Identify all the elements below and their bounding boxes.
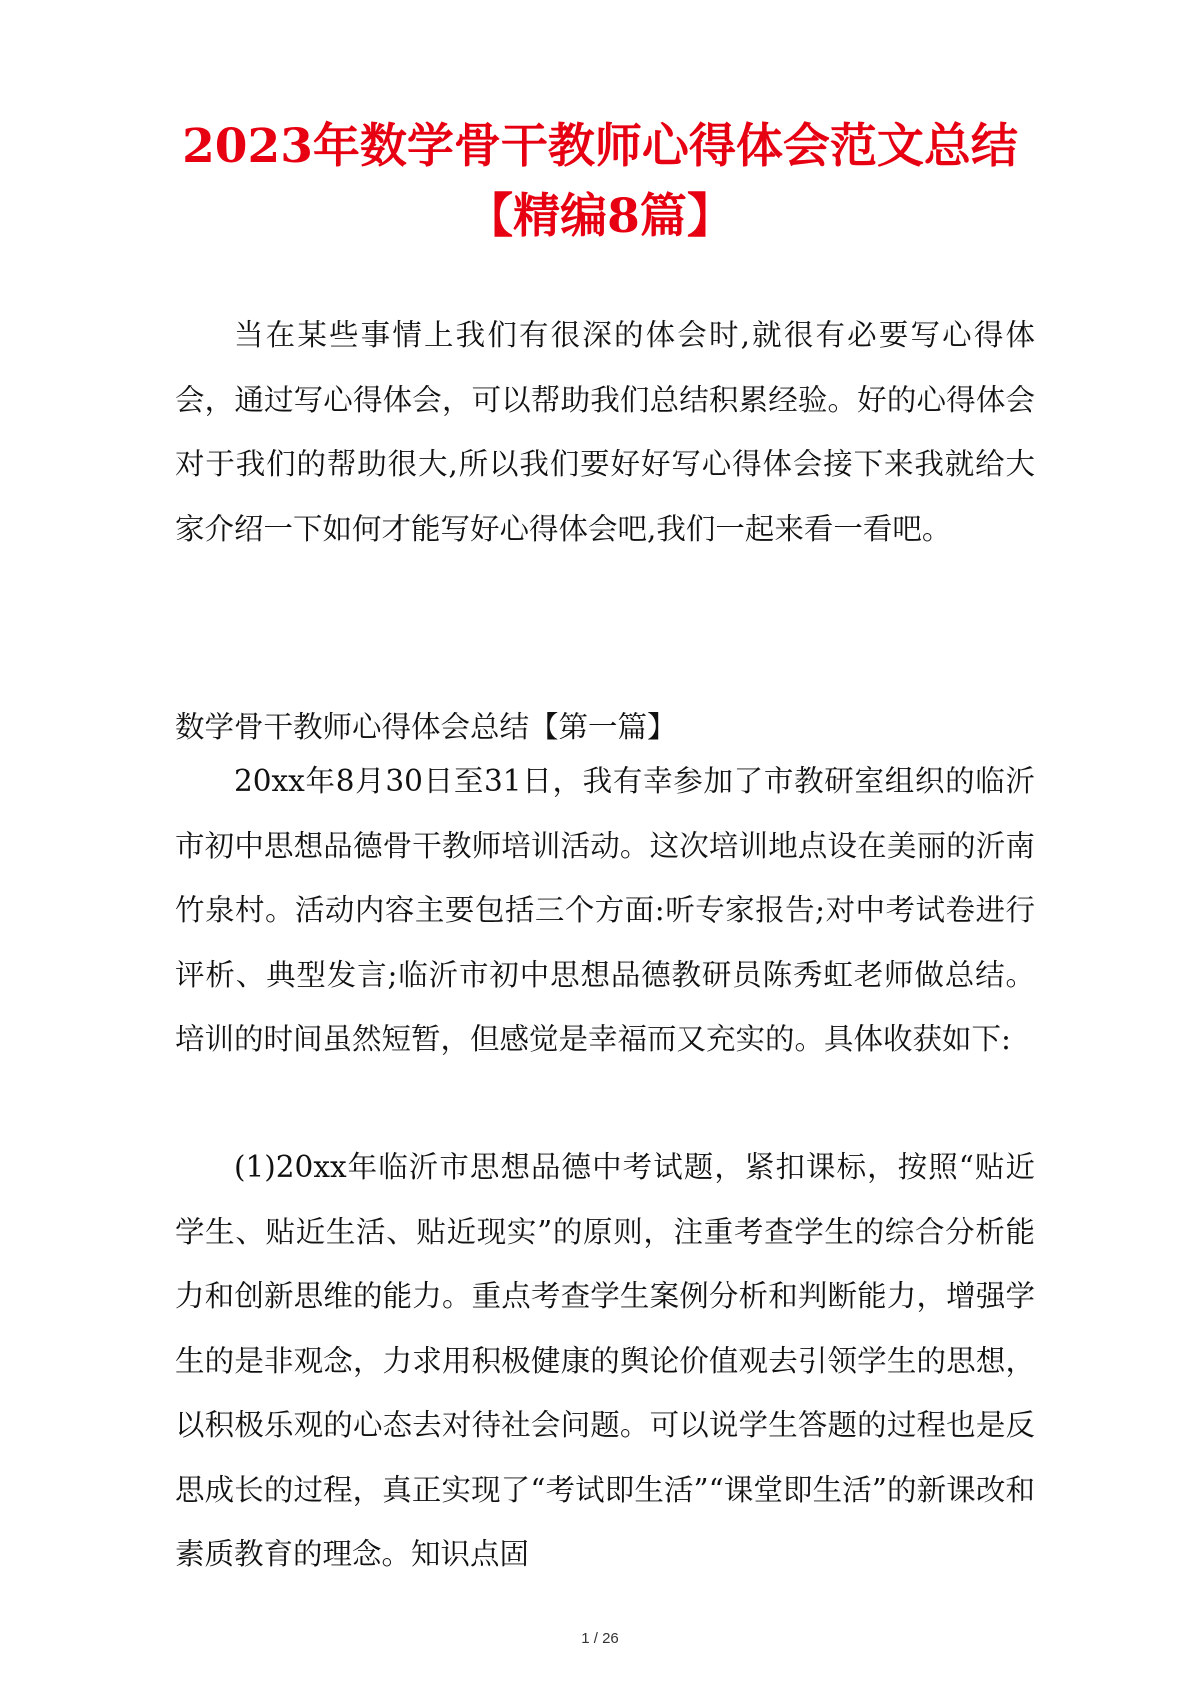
body-paragraph-2: (1)20xx年临沂市思想品德中考试题，紧扣课标，按照“贴近学生、贴近生活、贴近现实”的原则，注重考查学生的综合分析能力和创新思维的能力。重点考查学生案例分析和判断能力，增强学生的是非观念，力求用积极健康的舆论价值观去引领学生的思想，以积极乐观的心态去对待社会问题。可以说学生答题的过程也是反思成长的过程，真正实现了“考试即生活”“课堂即生活”的新课改和素质教育的理念。知识点固 — [175, 1150, 1035, 1571]
body-paragraph-1: 20xx年8月30日至31日，我有幸参加了市教研室组织的临沂市初中思想品德骨干教师培训活动。这次培训地点设在美丽的沂南竹泉村。活动内容主要包括三个方面:听专家报告;对中考试卷进行评析、典型发言;临沂市初中思想品德教研员陈秀虹老师做总结。培训的时间虽然短暂，但感觉是幸福而又充实的。具体收获如下: — [175, 764, 1035, 1056]
section-heading: 数学骨干教师心得体会总结【第一篇】 — [175, 710, 677, 744]
page-number: 1 / 26 — [581, 1630, 619, 1647]
document-title-line-1: 2023年数学骨干教师心得体会范文总结 — [182, 119, 1018, 174]
document-title — [150, 112, 1050, 252]
intro-paragraph: 当在某些事情上我们有很深的体会时,就很有必要写心得体会，通过写心得体会，可以帮助我们总结积累经验。好的心得体会对于我们的帮助很大,所以我们要好好写心得体会接下来我就给大家介绍一下如何才能写好心得体会吧,我们一起来看一看吧。 — [175, 318, 1035, 546]
document-title-line-2: 【精编8篇】 — [466, 189, 734, 244]
